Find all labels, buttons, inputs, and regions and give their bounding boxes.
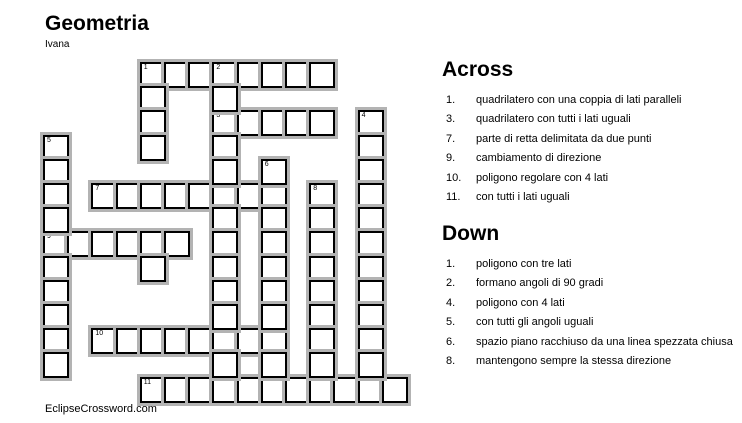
cell-number: 4 <box>361 112 366 120</box>
across-clue <box>446 94 736 107</box>
grid-cell[interactable] <box>188 183 214 209</box>
grid-cell[interactable] <box>358 377 384 403</box>
grid-cell[interactable] <box>309 280 335 306</box>
grid-cell[interactable] <box>140 256 166 282</box>
grid-cell[interactable] <box>43 304 69 330</box>
cell-number: 6 <box>264 160 269 168</box>
grid-cell[interactable] <box>309 183 335 209</box>
grid-cell[interactable] <box>43 183 69 209</box>
down-clue <box>446 297 736 310</box>
clue-text: poligono regolare con 4 lati <box>476 171 609 184</box>
grid-cell[interactable] <box>140 377 166 403</box>
grid-cell[interactable] <box>67 231 93 257</box>
clue-number: 1. <box>446 258 456 270</box>
grid-cell[interactable] <box>382 377 408 403</box>
grid-cell[interactable] <box>140 62 166 88</box>
grid-cell[interactable] <box>358 207 384 233</box>
grid-cell[interactable] <box>212 110 238 136</box>
grid-cell[interactable] <box>164 231 190 257</box>
cell-number: 7 <box>95 185 100 192</box>
grid-cell[interactable] <box>237 328 263 354</box>
grid-cell[interactable] <box>261 328 287 354</box>
grid-cell[interactable] <box>309 256 335 282</box>
grid-cell[interactable] <box>237 377 263 403</box>
grid-cell[interactable] <box>358 110 384 136</box>
grid-cell[interactable] <box>358 352 384 378</box>
clue-number: 2. <box>446 277 456 290</box>
grid-cell[interactable] <box>358 280 384 306</box>
grid-cell[interactable] <box>164 377 190 403</box>
grid-cell[interactable] <box>285 377 311 403</box>
down-heading: Down <box>442 222 500 245</box>
across-clue <box>446 191 736 204</box>
grid-cell[interactable] <box>261 256 287 282</box>
grid-cell[interactable] <box>91 328 117 354</box>
grid-cell[interactable] <box>212 159 238 185</box>
grid-cell[interactable] <box>91 183 117 209</box>
grid-cell[interactable] <box>212 280 238 306</box>
grid-cell[interactable] <box>140 135 166 161</box>
across-heading: Across <box>442 58 514 81</box>
grid-cell[interactable] <box>212 86 238 112</box>
grid-cell[interactable] <box>212 231 238 257</box>
grid-cell[interactable] <box>140 231 166 257</box>
across-clue-list <box>446 94 736 210</box>
grid-cell[interactable] <box>188 328 214 354</box>
grid-cell[interactable] <box>309 328 335 354</box>
grid-cell[interactable] <box>261 377 287 403</box>
grid-cell[interactable] <box>237 110 263 136</box>
grid-cell[interactable] <box>261 352 287 378</box>
cell-number: 2 <box>216 64 221 71</box>
grid-cell[interactable] <box>309 377 335 403</box>
clue-number: 9. <box>446 152 456 165</box>
puzzle-title: Geometria <box>45 12 149 35</box>
clue-text: quadrilatero con tutti i lati uguali <box>476 113 631 126</box>
grid-cell[interactable] <box>358 231 384 257</box>
puzzle-author: Ivana <box>45 39 70 50</box>
grid-cell[interactable] <box>358 256 384 282</box>
grid-cell[interactable] <box>116 183 142 209</box>
clue-number: 3. <box>446 113 456 126</box>
grid-cell[interactable] <box>309 352 335 378</box>
grid-cell[interactable] <box>212 352 238 378</box>
grid-cell[interactable] <box>261 207 287 233</box>
grid-cell[interactable] <box>164 183 190 209</box>
clue-text: parte di retta delimitata da due punti <box>476 132 652 145</box>
clue-number: 4. <box>446 296 456 309</box>
grid-cell[interactable] <box>358 159 384 185</box>
grid-cell[interactable] <box>43 352 69 378</box>
grid-cell[interactable] <box>212 304 238 330</box>
clue-text: formano angoli di 90 gradi <box>476 277 604 290</box>
grid-cell[interactable] <box>43 256 69 282</box>
grid-cell[interactable] <box>261 183 287 209</box>
grid-cell[interactable] <box>333 377 359 403</box>
cell-number: 8 <box>313 185 318 192</box>
clue-number: 7. <box>446 132 456 145</box>
grid-cell[interactable] <box>261 304 287 330</box>
grid-cell[interactable] <box>309 207 335 233</box>
clue-number: 10. <box>446 171 462 184</box>
down-clue <box>446 336 736 349</box>
grid-cell[interactable] <box>309 62 335 88</box>
down-clue <box>446 316 736 329</box>
grid-cell[interactable] <box>91 231 117 257</box>
grid-cell[interactable] <box>309 110 335 136</box>
grid-cell[interactable] <box>140 86 166 112</box>
clue-number: 11. <box>446 190 461 203</box>
clue-number: 5. <box>446 316 456 329</box>
grid-cell[interactable] <box>116 328 142 354</box>
across-clue <box>446 113 736 126</box>
grid-cell[interactable] <box>358 304 384 330</box>
grid-cell[interactable] <box>43 280 69 306</box>
grid-cell[interactable] <box>261 62 287 88</box>
grid-cell[interactable] <box>212 207 238 233</box>
grid-cell[interactable] <box>188 62 214 88</box>
grid-cell[interactable] <box>164 62 190 88</box>
grid-cell[interactable] <box>358 328 384 354</box>
down-clue-list <box>446 258 736 374</box>
down-clue <box>446 258 736 271</box>
across-clue <box>446 152 736 165</box>
clue-text: quadrilatero con una coppia di lati paralleli <box>476 94 682 106</box>
clue-number: 1. <box>446 94 456 106</box>
clue-text: con tutti gli angoli uguali <box>476 316 594 329</box>
grid-cell[interactable] <box>188 377 214 403</box>
clue-number: 6. <box>446 335 456 348</box>
grid-cell[interactable] <box>261 110 287 136</box>
down-clue <box>446 277 736 290</box>
grid-cell[interactable] <box>212 256 238 282</box>
grid-cell[interactable] <box>261 231 287 257</box>
clue-text: mantengono sempre la stessa direzione <box>476 354 672 367</box>
grid-cell[interactable] <box>285 62 311 88</box>
grid-cell[interactable] <box>212 135 238 161</box>
clue-text: cambiamento di direzione <box>476 152 602 165</box>
grid-cell[interactable] <box>43 135 69 161</box>
grid-cell[interactable] <box>237 183 263 209</box>
grid-cell[interactable] <box>116 231 142 257</box>
clue-text: poligono con tre lati <box>476 258 572 270</box>
grid-cell[interactable] <box>212 328 238 354</box>
grid-cell[interactable] <box>140 110 166 136</box>
cell-number: 1 <box>143 64 148 71</box>
grid-cell[interactable] <box>212 183 238 209</box>
footer-credit: EclipseCrossword.com <box>45 403 157 415</box>
grid-cell[interactable] <box>358 135 384 161</box>
cell-number: 3 <box>216 112 221 120</box>
grid-cell[interactable] <box>43 328 69 354</box>
cell-number: 11 <box>143 378 152 386</box>
grid-cell[interactable] <box>212 377 238 403</box>
across-clue <box>446 172 736 185</box>
grid-cell[interactable] <box>285 110 311 136</box>
grid-cell[interactable] <box>358 183 384 209</box>
grid-cell[interactable] <box>164 328 190 354</box>
clue-text: spazio piano racchiuso da una linea spezzata chiusa <box>476 335 733 348</box>
grid-cell[interactable] <box>43 159 69 185</box>
clue-text: con tutti i lati uguali <box>476 190 570 203</box>
grid-cell[interactable] <box>140 183 166 209</box>
across-clue <box>446 133 736 146</box>
grid-cell[interactable] <box>43 207 69 233</box>
cell-number: 5 <box>47 136 51 144</box>
clue-text: poligono con 4 lati <box>476 296 565 309</box>
cell-number: 9 <box>47 233 51 241</box>
cell-number: 10 <box>95 330 104 338</box>
grid-cell[interactable] <box>261 159 287 185</box>
grid-cell[interactable] <box>43 231 69 257</box>
grid-cell[interactable] <box>140 328 166 354</box>
down-clue <box>446 355 736 368</box>
grid-cell[interactable] <box>237 62 263 88</box>
grid-cell[interactable] <box>309 231 335 257</box>
grid-cell[interactable] <box>261 280 287 306</box>
grid-cell[interactable] <box>309 304 335 330</box>
grid-cell[interactable] <box>212 62 238 88</box>
clue-number: 8. <box>446 354 456 367</box>
